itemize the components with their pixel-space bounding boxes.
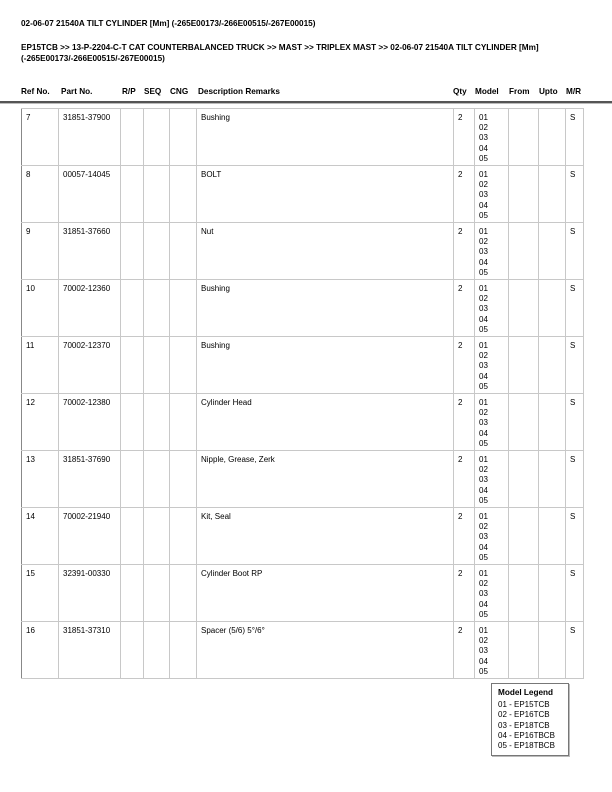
rp-cell (121, 109, 144, 166)
from-cell (509, 280, 539, 337)
description-cell: Bushing (197, 109, 454, 166)
model-code: 03 (479, 475, 488, 485)
cng-cell (170, 508, 197, 565)
part-number-cell: 32391-00330 (59, 565, 121, 622)
rp-cell (121, 394, 144, 451)
col-header-mr: M/R (566, 87, 582, 96)
mr-cell: S (566, 109, 584, 166)
qty-cell: 2 (454, 508, 475, 565)
model-code: 03 (479, 532, 488, 542)
model-code: 03 (479, 361, 488, 371)
model-code: 05 (479, 666, 488, 676)
qty-cell: 2 (454, 565, 475, 622)
upto-cell (539, 109, 566, 166)
model-code: 01 (479, 341, 488, 350)
table-row (22, 508, 584, 565)
seq-cell (144, 508, 170, 565)
rp-cell (121, 508, 144, 565)
seq-cell (144, 166, 170, 223)
model-cell (475, 337, 509, 394)
model-code: 05 (479, 552, 488, 562)
upto-cell (539, 451, 566, 508)
page-title: 02-06-07 21540A TILT CYLINDER [Mm] (-265E00173/-266E00515/-267E00015) (21, 19, 316, 28)
description-cell: Nut (197, 223, 454, 280)
upto-cell (539, 223, 566, 280)
model-code: 02 (479, 408, 488, 418)
cng-cell (170, 166, 197, 223)
rp-cell (121, 622, 144, 679)
table-row (22, 451, 584, 508)
model-code: 03 (479, 589, 488, 599)
model-legend-item: 03 - EP18TCB (498, 720, 550, 730)
rp-cell (121, 565, 144, 622)
upto-cell (539, 166, 566, 223)
rp-cell (121, 280, 144, 337)
description-cell: Cylinder Boot RP (197, 565, 454, 622)
from-cell (509, 508, 539, 565)
from-cell (509, 622, 539, 679)
description-cell: Bushing (197, 280, 454, 337)
model-cell (475, 394, 509, 451)
mr-cell: S (566, 166, 584, 223)
upto-cell (539, 508, 566, 565)
model-legend-item: 02 - EP16TCB (498, 710, 550, 720)
cng-cell (170, 565, 197, 622)
col-header-ref: Ref No. (21, 87, 50, 96)
model-legend (491, 683, 569, 756)
description-cell: BOLT (197, 166, 454, 223)
model-code: 05 (479, 609, 488, 619)
part-number-cell: 00057-14045 (59, 166, 121, 223)
rp-cell (121, 223, 144, 280)
mr-cell: S (566, 565, 584, 622)
model-code: 05 (479, 381, 488, 391)
model-code: 01 (479, 626, 488, 635)
description-cell: Kit, Seal (197, 508, 454, 565)
model-legend-item: 01 - EP15TCB (498, 700, 550, 709)
upto-cell (539, 337, 566, 394)
model-code: 04 (479, 428, 488, 438)
model-code: 02 (479, 522, 488, 532)
model-code: 04 (479, 542, 488, 552)
part-number-cell: 31851-37690 (59, 451, 121, 508)
rp-cell (121, 337, 144, 394)
from-cell (509, 109, 539, 166)
from-cell (509, 394, 539, 451)
model-code: 02 (479, 579, 488, 589)
mr-cell: S (566, 394, 584, 451)
table-row (22, 280, 584, 337)
cng-cell (170, 109, 197, 166)
model-cell (475, 508, 509, 565)
model-code: 02 (479, 180, 488, 190)
col-header-desc: Description Remarks (198, 87, 280, 96)
model-code: 03 (479, 190, 488, 200)
seq-cell (144, 337, 170, 394)
part-number-cell: 70002-12360 (59, 280, 121, 337)
model-code: 01 (479, 113, 488, 122)
model-code: 02 (479, 465, 488, 475)
ref-cell: 7 (22, 109, 59, 166)
model-code: 04 (479, 656, 488, 666)
upto-cell (539, 622, 566, 679)
model-cell (475, 451, 509, 508)
from-cell (509, 166, 539, 223)
model-code: 05 (479, 153, 488, 163)
part-number-cell: 31851-37900 (59, 109, 121, 166)
seq-cell (144, 565, 170, 622)
parts-table (21, 108, 584, 679)
part-number-cell: 70002-21940 (59, 508, 121, 565)
description-cell: Bushing (197, 337, 454, 394)
model-code: 01 (479, 227, 488, 236)
seq-cell (144, 451, 170, 508)
cng-cell (170, 451, 197, 508)
qty-cell: 2 (454, 280, 475, 337)
ref-cell: 12 (22, 394, 59, 451)
table-row (22, 166, 584, 223)
model-code: 01 (479, 512, 488, 521)
model-cell (475, 280, 509, 337)
description-cell: Cylinder Head (197, 394, 454, 451)
from-cell (509, 223, 539, 280)
ref-cell: 15 (22, 565, 59, 622)
table-row (22, 394, 584, 451)
model-code: 05 (479, 324, 488, 334)
description-cell: Nipple, Grease, Zerk (197, 451, 454, 508)
col-header-rp: R/P (122, 87, 136, 96)
model-code: 05 (479, 495, 488, 505)
model-code: 01 (479, 455, 488, 464)
model-code: 03 (479, 133, 488, 143)
model-code: 02 (479, 351, 488, 361)
model-legend-item: 04 - EP16TBCB (498, 730, 555, 740)
model-cell (475, 166, 509, 223)
header-divider-shadow (0, 103, 612, 104)
model-code: 04 (479, 371, 488, 381)
cng-cell (170, 622, 197, 679)
seq-cell (144, 223, 170, 280)
from-cell (509, 337, 539, 394)
mr-cell: S (566, 451, 584, 508)
model-code: 04 (479, 257, 488, 267)
seq-cell (144, 394, 170, 451)
cng-cell (170, 280, 197, 337)
model-code: 01 (479, 284, 488, 293)
ref-cell: 11 (22, 337, 59, 394)
col-header-model: Model (475, 87, 499, 96)
ref-cell: 9 (22, 223, 59, 280)
model-code: 03 (479, 247, 488, 257)
model-code: 02 (479, 237, 488, 247)
seq-cell (144, 280, 170, 337)
mr-cell: S (566, 337, 584, 394)
table-row (22, 622, 584, 679)
model-code: 03 (479, 646, 488, 656)
rp-cell (121, 166, 144, 223)
ref-cell: 13 (22, 451, 59, 508)
model-cell (475, 223, 509, 280)
mr-cell: S (566, 622, 584, 679)
model-code: 04 (479, 143, 488, 153)
model-legend-item: 05 - EP18TBCB (498, 741, 555, 751)
col-header-part: Part No. (61, 87, 93, 96)
model-code: 01 (479, 170, 488, 179)
ref-cell: 16 (22, 622, 59, 679)
qty-cell: 2 (454, 109, 475, 166)
from-cell (509, 565, 539, 622)
model-code: 02 (479, 636, 488, 646)
model-code: 01 (479, 569, 488, 578)
model-code: 04 (479, 314, 488, 324)
model-code: 04 (479, 485, 488, 495)
cng-cell (170, 223, 197, 280)
model-code: 04 (479, 599, 488, 609)
description-cell: Spacer (5/6) 5°/6° (197, 622, 454, 679)
model-legend-title: Model Legend (498, 688, 554, 697)
model-cell (475, 109, 509, 166)
mr-cell: S (566, 223, 584, 280)
mr-cell: S (566, 508, 584, 565)
table-row (22, 109, 584, 166)
model-cell (475, 622, 509, 679)
col-header-cng: CNG (170, 87, 189, 96)
cng-cell (170, 337, 197, 394)
model-code: 03 (479, 304, 488, 314)
model-code: 02 (479, 123, 488, 133)
model-cell (475, 565, 509, 622)
part-number-cell: 31851-37660 (59, 223, 121, 280)
model-code: 01 (479, 398, 488, 407)
breadcrumb: EP15TCB >> 13-P-2204-C-T CAT COUNTERBALANCED TRUCK >> MAST >> TRIPLEX MAST >> 02-06-07 21540A TILT CYLINDER [Mm] (-265E00173/-266E00515/-267E00015) (21, 43, 539, 63)
seq-cell (144, 109, 170, 166)
from-cell (509, 451, 539, 508)
qty-cell: 2 (454, 622, 475, 679)
ref-cell: 14 (22, 508, 59, 565)
ref-cell: 10 (22, 280, 59, 337)
qty-cell: 2 (454, 223, 475, 280)
upto-cell (539, 565, 566, 622)
col-header-qty: Qty (453, 87, 467, 96)
part-number-cell: 31851-37310 (59, 622, 121, 679)
qty-cell: 2 (454, 166, 475, 223)
col-header-upto: Upto (539, 87, 558, 96)
seq-cell (144, 622, 170, 679)
ref-cell: 8 (22, 166, 59, 223)
model-code: 05 (479, 438, 488, 448)
col-header-from: From (509, 87, 530, 96)
rp-cell (121, 451, 144, 508)
table-row (22, 565, 584, 622)
model-code: 03 (479, 418, 488, 428)
part-number-cell: 70002-12380 (59, 394, 121, 451)
mr-cell: S (566, 280, 584, 337)
col-header-seq: SEQ (144, 87, 162, 96)
qty-cell: 2 (454, 394, 475, 451)
qty-cell: 2 (454, 337, 475, 394)
cng-cell (170, 394, 197, 451)
model-code: 05 (479, 210, 488, 220)
model-code: 04 (479, 200, 488, 210)
model-code: 05 (479, 267, 488, 277)
upto-cell (539, 280, 566, 337)
model-code: 02 (479, 294, 488, 304)
table-row (22, 337, 584, 394)
part-number-cell: 70002-12370 (59, 337, 121, 394)
qty-cell: 2 (454, 451, 475, 508)
upto-cell (539, 394, 566, 451)
table-row (22, 223, 584, 280)
